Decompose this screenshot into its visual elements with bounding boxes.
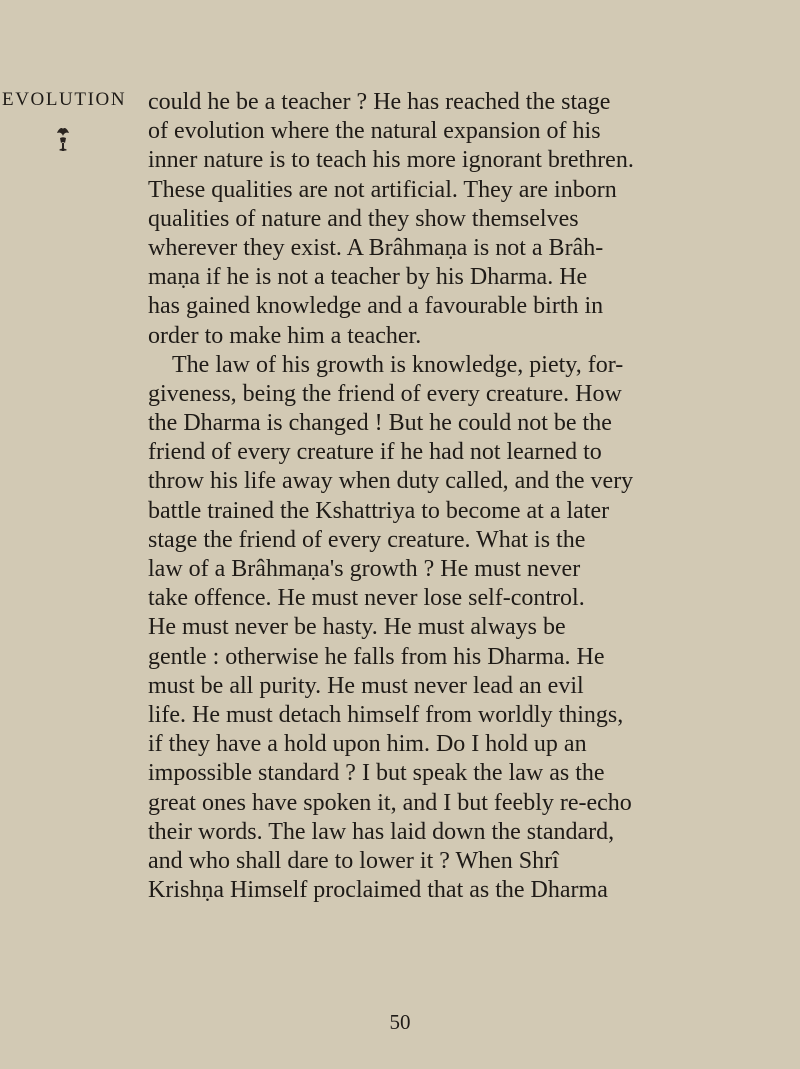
- text-line: throw his life away when duty called, and the very: [148, 468, 634, 495]
- text-line: life. He must detach himself from worldly things,: [148, 701, 624, 728]
- text-line: order to make him a teacher.: [148, 322, 422, 349]
- text-line: He must never be hasty. He must always be: [148, 614, 566, 641]
- text-line: stage the friend of every creature. What is the: [148, 526, 586, 553]
- text-line: could he be a teacher ? He has reached the stage: [148, 89, 611, 115]
- text-line: great ones have spoken it, and I but feebly re-echo: [148, 789, 632, 816]
- text-line: The law of his growth is knowledge, piety, for-: [172, 351, 624, 378]
- text-line: law of a Brâhmaṇa's growth ? He must never: [148, 556, 581, 582]
- text-line: has gained knowledge and a favourable birth in: [148, 293, 604, 320]
- text-line: gentle : otherwise he falls from his Dharma. He: [148, 643, 605, 670]
- text-line: and who shall dare to lower it ? When Shrî: [148, 847, 559, 874]
- running-head: EVOLUTION: [2, 89, 127, 110]
- text-line: Krishṇa Himself proclaimed that as the Dharma: [148, 877, 608, 904]
- body-text: [148, 88, 773, 905]
- page-number: 50: [389, 1010, 411, 1034]
- text-line: battle trained the Kshattriya to become at a later: [148, 497, 610, 524]
- text-line: inner nature is to teach his more ignorant brethren.: [148, 147, 634, 174]
- lotus-flower-ornament-icon: [55, 126, 71, 154]
- text-line: maṇa if he is not a teacher by his Dharma. He: [148, 264, 588, 291]
- text-line: if they have a hold upon him. Do I hold up an: [148, 731, 587, 758]
- text-line: the Dharma is changed ! But he could not be the: [148, 410, 612, 437]
- text-line: friend of every creature if he had not learned to: [148, 439, 602, 466]
- text-line: of evolution where the natural expansion of his: [148, 118, 601, 145]
- text-line: impossible standard ? I but speak the law as the: [148, 760, 605, 787]
- text-line: take offence. He must never lose self-control.: [148, 585, 585, 612]
- text-line: must be all purity. He must never lead an evil: [148, 672, 584, 699]
- text-line: their words. The law has laid down the standard,: [148, 818, 615, 845]
- text-line: These qualities are not artificial. They are inborn: [148, 176, 617, 203]
- text-line: qualities of nature and they show themselves: [148, 205, 579, 232]
- text-line: giveness, being the friend of every creature. How: [148, 380, 622, 407]
- text-line: wherever they exist. A Brâhmaṇa is not a Brâh-: [148, 234, 604, 261]
